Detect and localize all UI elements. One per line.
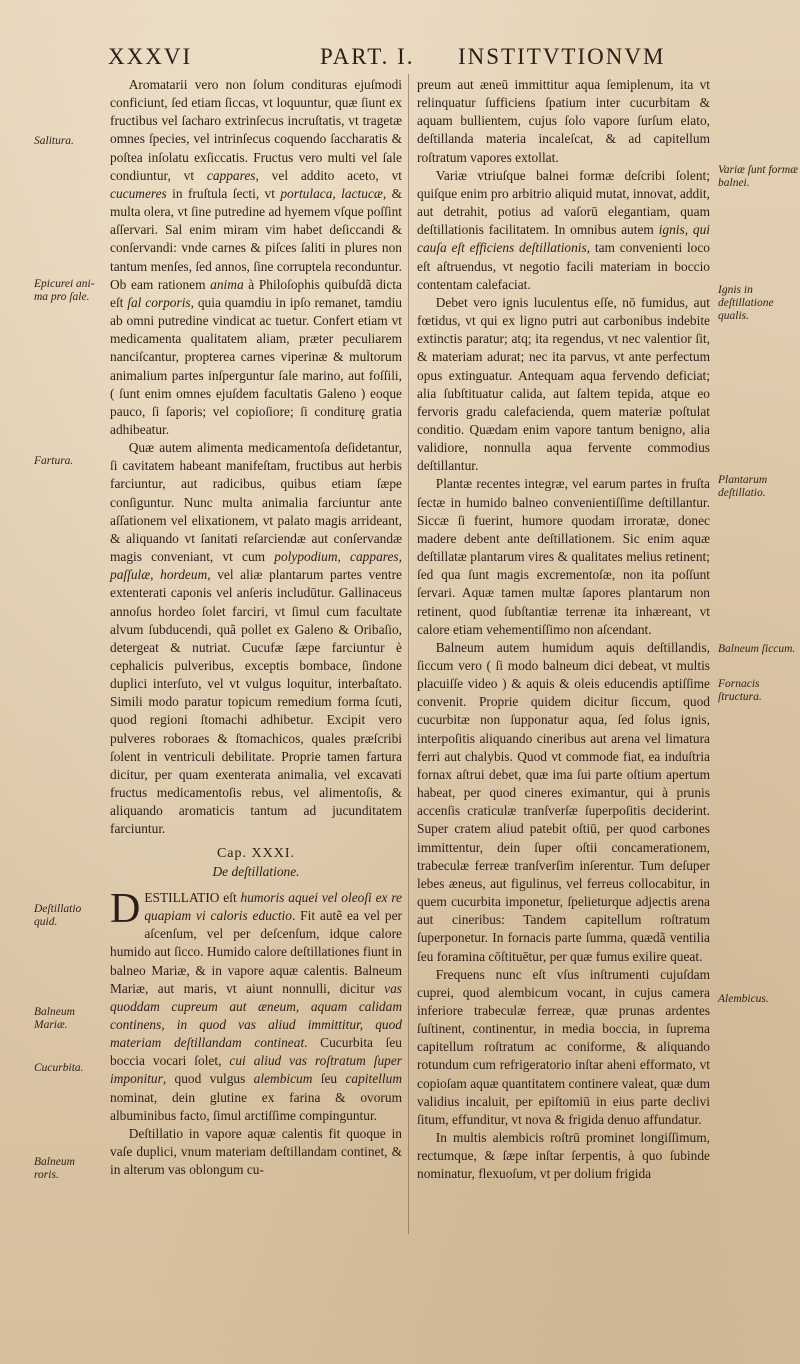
margin-note-fartura: Fartura. <box>34 455 74 467</box>
chapter-number: Cap. XXXI. <box>216 845 296 861</box>
paragraph-vapore: Deſtillatio in vapore aquæ calentis fit quoque in vaſe duplici, vnum materiam deſtillandam continet, & in alterum vas oblongum cu- <box>110 1125 402 1178</box>
margin-note-alembicus: Alembicus. <box>718 993 769 1005</box>
running-header <box>108 44 768 72</box>
margin-note-plantarum: Plantarum deſtillatio. <box>718 474 768 499</box>
paragraph-ignis: Debet vero ignis luculentus eſſe, nō fumidus, aut fœtidus, vt qui ex ligno putri aut carbonibus indebite extinctis paratur; atq; ita regendus, vt nec valentior ſit, & materiam adurat; nec ita parvus, vt ante perfectum opus extinguatur. Antequam aqua fervendo deficiat; alia ſubſtituatur calida, aut ſaltem tepida, atque eo fervoris gradu calefacienda, quem materiæ poſtulat conditio. Quædam enim vapore tantum benigno, alia validiore, nonnulla aqua fervente commodius deſtillantur. <box>417 294 710 474</box>
book-title: INSTITVTIONVM <box>458 44 666 69</box>
paragraph-fartura: Quæ autem alimenta medicamentoſa deſidetantur, ſi cavitatem habeant manifeſtam, fructibus aut herbis farciuntur, aut radicibus, quibus etiam ſæpe conſiguntur. Nunc multa animalia farciuntur ante aſſationem vel elixationem, vt palato magis arrideant, & aliquando vt ſanitati reſarciendæ aut conſervandæ magis conveniant, vt cum polypodium, cappares, paſſulæ, hordeum, vel aliæ plantarum partes ventre extenterati caponis vel anſeris includūtur. Gallinaceus annoſus hordeo ſolet farciri, vt ſimul cum facultate alvum ſubducendi, quã pollet ex Galeno & Oribaſio, detergeat & nutriat. Cucufæ ſæpe farciuntur è cephalicis pulveribus, exceptis bombace, ſindone duplici interſuto, vel vt vulgus loquitur, interbaſtato. Simili modo paratur topicum remedium forma ſcuti, quod regioni ſtomachi adhibetur. Excipit vero pulveres roboraes & ſtomachicos, quales præſcribi ſolent in ventriculi debilitate. Proprie tamen fartura dicitur, per quam exenterata animalia, vel excavati fructus medicamentoſis rebus, vel alimentoſis, & aliquando aromaticis tantum ad jucunditatem farciuntur. <box>110 440 403 837</box>
margin-note-fornacis: Fornacis ſtructura. <box>718 678 762 703</box>
drop-capital: D <box>110 885 141 932</box>
margin-note-balneum-siccum: Balneum ſiccum. <box>718 643 796 655</box>
margin-note-destillatio: Deſtillatio quid. <box>34 903 82 928</box>
left-column <box>110 76 402 1179</box>
paragraph-plantae: Plantæ recentes integræ, vel earum partes in fruſta ſectæ in humido balneo convenientiſſime deſtillantur. Siccæ ſi fuerint, humore quodam irroratæ, donec madere debent ante deſtillationem. Sic enim aquæ deſtillatæ plantarum vires & qualitates melius retinent; ſed qua ſunt magis excrementoſæ, non ita poſſunt ſervari. Aquæ tamen multæ ſapores plantarum non retinent, quod ſubſtantiæ terrenæ ita inhæreant, vt calore etiam vehementiſſimo non aſcendant. <box>417 476 710 637</box>
paragraph-balneum-siccum: Balneum autem humidum aquis deſtillandis, ſiccum vero ( ſi modo balneum dici debeat, vt multis placuiſſe video ) & aquis & oleis educendis aptiſſime convenit. Proprie quidem dicitur ſiccum, quod cucurbitæ non ſupponatur aqua, ſed ſolus ignis, interpoſitis aliquando cineribus aut arena vel limatura ferri aut chalybis. Quod vt commode fiat, ea induſtria fornax aſtrui debet, quæ ima ſui parte oſtium apertum habeat, per quod cineres eximantur, qui à prunis accenſis craticulæ tranſverſæ ſuperpoſitis deciderint. Super cratem aliud patebit oſtiū, per quod carbones immittentur, dein ſuper oſtii concamerationem, trabeculæ ferreæ tranſverſim inſerentur. Tum deſuper lebes æneus, aut figulinus, vel ferreus collocabitur, in quem cucurbita imponetur, ſpelieturque adjectis arena aut cineribus: Tandem capitellum roſtratum ſuperponetur. In fornacis parte ſumma, quædã ventilia ſeu foramina cōſtituētur, per quæ fumus exilire queat. <box>417 639 710 964</box>
margin-note-balneum-roris: Balneum roris. <box>34 1156 75 1181</box>
margin-note-cucurbita: Cucurbita. <box>34 1062 84 1074</box>
margin-note-balneum-mariae: Balneum Mariæ. <box>34 1006 75 1031</box>
margin-note-ignis: Ignis in deſtillatione qualis. <box>718 284 774 322</box>
paragraph-aromatarii: Aromatarii vero non ſolum condituras ejuſmodi conficiunt, ſed etiam ſiccas, vt loquuntur, quæ ſiunt ex fructibus vel ſacharo extrinſecus incruſtatis, vt tragetæ omnes ſpecies, vel intrinſecus coquendo ſaccharatis & poſtea inſolatu exſiccatis. Fructus vero multi vel ſale condiuntur, vt cappares, vel addito aceto, vt cucumeres in fruſtula ſecti, vt portulaca, lactucæ, & multa olera, vt ſine putredine ad hyemem vſque poſſint aſſervari. Sal enim miram vim habet deſiccandi & conſervandi: vnde carnes & piſces ſaliti in plures non tantum menſes, ſed annos, ſine corruptela reconduntur. Ob eam rationem anima à Philoſophis quibuſdã dicta eſt ſal corporis, quia quamdiu in ipſo remanet, tamdiu ab omni putredine vindicat ac tuetur. Confert etiam vt medicamenta qualitatem aliam, præter peculiarem nanciſcantur, propterea carnes viperinæ & multorum animalium partes inſperguntur ſale marino, aut foſſili, ( ſunt enim omnes ejuſdem facultatis Galeno ) eoque pauco, ſi ſaporis; vel copioſiore; ſi conditurę gratia adhibeatur. <box>110 77 403 437</box>
chapter-title: De deſtillatione. <box>212 863 300 879</box>
part-label: PART. I. <box>320 44 415 69</box>
paragraph-variae-formae: Variæ vtriuſque balnei formæ deſcribi ſolent; quiſque enim pro arbitrio aliquid mutat, innovat, addit, aut detrahit, potius ad vaſorū elegantiam, quam deſtillationis facilitatem. In omnibus autem ignis, qui cauſa eſt efficiens deſtillationis, tam convenienti loco eſt aſtruendus, vt negotio facili materiam in boccio contentam calefaciat. <box>417 167 710 292</box>
margin-note-epicurei: Epicurei ani-ma pro ſale. <box>34 278 95 303</box>
paragraph-continuation: preum aut æneū immittitur aqua ſemiplenum, ita vt relinquatur ſufficiens ſpatium inter cucurbitam & aquam bullientem, cujus ſolo vapore ſurſum elato, deſtillanda materia incaleſcat, & ad capitellum roſtratum vapores extollat. <box>417 77 710 165</box>
paragraph-destillatio: DESTILLATIO eſt humoris aquei vel oleoſi ex re quapiam vi caloris eductio. Fit autẽ ea vel per aſcenſum, vel per deſcenſum, idque calore humido aut ſicco. Humido calore deſtillationes fiunt in balneo Mariæ, & in vapore aquæ calentis. Balneum Mariæ, aut maris, vt aiunt nonnulli, dicitur vas quoddam cupreum aut æneum, aquam calidam continens, in quod vas aliud immittitur, quod materiam deſtillandam contineat. Cucurbita ſeu boccia vocari ſolet, cui aliud vas roſtratum ſuper imponitur, quod vulgus alembicum ſeu capitellum nominat, dein glutine ex farina & ovorum albuminibus facto, ſimul arctiſſime compinguntur. <box>110 885 403 1123</box>
paragraph-rostrum: In multis alembicis roſtrū prominet longiſſimum, rectumque, & ſæpe inſtar ſerpentis, à quo ſubinde nominatur, flexuoſum, vt per dolium frigida <box>417 1130 710 1182</box>
paragraph-alembicus: Frequens nunc eſt vſus inſtrumenti cujuſdam cuprei, quod alembicum vocant, in cujus camera inferiore trabeculæ ferreæ, quæ prunas ardentes ſuſtinent, continentur, in media boccia, in ſuprema capitellum roſtratum ac coniforme, & aliquando rotundum cum refrigeratorio inſtar aheni efformato, vt copioſam aquæ quantitatem continere valeat, quæ dum validius incaluit, per epiſtomiū in eius parte declivi ſitum, effunditur, vt nova & frigida denuo affundatur. <box>417 966 710 1127</box>
margin-note-variae: Variæ ſunt formæ balnei. <box>718 164 798 189</box>
margin-note-salitura: Salitura. <box>34 135 74 147</box>
page-number: XXXVI <box>108 44 193 69</box>
right-column <box>417 76 710 1184</box>
column-divider <box>408 74 409 1234</box>
